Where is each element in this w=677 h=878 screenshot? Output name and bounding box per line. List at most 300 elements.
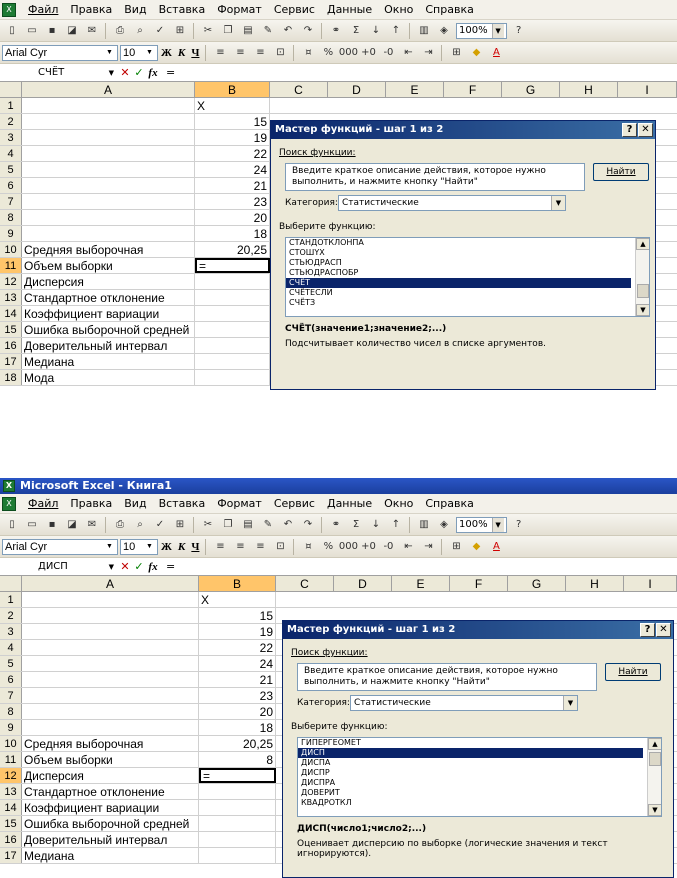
italic-icon[interactable]: К [177,46,186,59]
excel-doc-icon[interactable]: X [2,497,16,511]
cell-a[interactable]: Дисперсия [22,768,199,783]
list-item[interactable]: КВАДРОТКЛ [301,798,352,807]
row-header[interactable]: 3 [0,624,22,639]
undo-icon[interactable]: ↶ [283,25,293,36]
cell-a[interactable] [22,226,195,241]
column-header[interactable]: F [444,82,502,97]
row-header[interactable]: 14 [0,800,22,815]
menu-window[interactable]: Окно [384,497,414,510]
active-cell[interactable]: = [195,258,270,273]
cell-b[interactable]: 21 [199,672,276,687]
cell-b[interactable] [195,306,270,321]
column-header[interactable]: H [560,82,618,97]
new-icon[interactable]: ▯ [9,25,15,36]
cancel-icon[interactable]: ✕ [120,66,130,79]
cell-b[interactable]: 20 [195,210,270,225]
cell-a[interactable]: Средняя выборочная [22,736,199,751]
format-painter-icon[interactable]: ✎ [263,25,273,36]
column-header[interactable]: A [22,576,199,591]
chevron-down-icon[interactable]: ▼ [108,562,114,571]
row-header[interactable]: 4 [0,640,22,655]
cell-a[interactable] [22,146,195,161]
bold-icon[interactable]: Ж [161,46,172,59]
align-center-icon[interactable]: ≡ [236,47,245,58]
scroll-thumb[interactable] [649,752,661,766]
autosum-icon[interactable]: Σ [352,519,360,530]
menu-data[interactable]: Данные [326,3,373,16]
cell-b[interactable] [199,784,276,799]
increase-decimal-icon[interactable]: +0 [361,47,376,58]
chevron-down-icon[interactable]: ▼ [551,196,565,210]
search-input[interactable] [285,163,585,191]
scroll-up-icon[interactable]: ▲ [648,738,662,750]
sort-asc-icon[interactable]: ↓ [371,25,381,36]
cell-b[interactable]: 20 [199,704,276,719]
hyperlink-icon[interactable]: ⚭ [331,25,341,36]
close-icon[interactable]: ✕ [656,623,671,637]
column-header[interactable]: E [392,576,450,591]
row-header[interactable]: 12 [0,274,22,289]
list-item[interactable]: СТАНДОТКЛОНПА [289,238,364,247]
open-icon[interactable]: ▭ [27,25,37,36]
row-header[interactable]: 5 [0,656,22,671]
cell-b[interactable]: 21 [195,178,270,193]
row-header[interactable]: 1 [0,592,22,607]
menu-format[interactable]: Формат [217,3,262,16]
select-all-corner[interactable] [0,576,22,591]
save-icon[interactable]: ▪ [48,25,56,36]
scroll-thumb[interactable] [637,284,649,298]
list-item[interactable]: ДИСПРА [301,778,336,787]
cell-a[interactable]: Доверительный интервал [22,832,199,847]
cell-b[interactable] [195,290,270,305]
column-header[interactable]: H [566,576,624,591]
cell-a[interactable]: Доверительный интервал [22,338,195,353]
font-color-icon[interactable]: A [493,47,500,58]
cell-b[interactable]: 19 [195,130,270,145]
permission-icon[interactable]: ◪ [67,25,77,36]
toolbar-separator [441,45,443,61]
bold-icon[interactable]: Ж [161,540,172,553]
column-header[interactable]: I [624,576,677,591]
close-icon[interactable]: ✕ [638,123,653,137]
cell-a[interactable] [22,592,199,607]
list-item[interactable]: СТЬЮДРАСПОБР [289,268,359,277]
print-preview-icon[interactable]: ⌕ [137,519,143,530]
cell-b[interactable]: 24 [195,162,270,177]
column-header[interactable]: G [508,576,566,591]
menu-help[interactable]: Справка [425,3,474,16]
cell-b[interactable] [199,832,276,847]
cell-a[interactable] [22,162,195,177]
row-header[interactable]: 18 [0,370,22,385]
chevron-down-icon[interactable]: ▼ [146,48,153,56]
paste-icon[interactable]: ▤ [243,519,253,530]
list-item[interactable]: СЧЁТЕСЛИ [289,288,333,297]
thousands-icon[interactable]: 000 [338,47,358,58]
align-right-icon[interactable]: ≡ [256,47,265,58]
row-header[interactable]: 17 [0,848,22,863]
underline-icon[interactable]: Ч [191,46,200,59]
column-header[interactable]: A [22,82,195,97]
list-item[interactable]: ДИСПА [301,758,331,767]
cell-b[interactable] [199,848,276,863]
cell-a[interactable] [22,98,195,113]
row-header[interactable]: 12 [0,768,22,783]
email-icon[interactable]: ✉ [87,519,97,530]
permission-icon[interactable]: ◪ [67,519,77,530]
cell-a[interactable]: Объем выборки [22,752,199,767]
cell-b[interactable]: 15 [199,608,276,623]
row-header[interactable]: 8 [0,210,22,225]
cell-b[interactable] [199,800,276,815]
redo-icon[interactable]: ↷ [303,25,313,36]
currency-icon[interactable]: ¤ [305,541,312,552]
select-all-corner[interactable] [0,82,22,97]
font-size-combo[interactable] [120,539,158,555]
sort-desc-icon[interactable]: ↑ [391,25,401,36]
row-header[interactable]: 2 [0,608,22,623]
cell-b[interactable]: 24 [199,656,276,671]
row-header[interactable]: 13 [0,784,22,799]
menu-edit[interactable]: Правка [70,497,113,510]
row-header[interactable]: 1 [0,98,22,113]
cell-b[interactable]: 18 [195,226,270,241]
help-icon[interactable]: ? [640,623,655,637]
cell-a[interactable] [22,178,195,193]
menu-window[interactable]: Окно [384,3,414,16]
cell-b[interactable]: 15 [195,114,270,129]
font-name-combo[interactable] [2,45,118,61]
cell-b[interactable]: 20,25 [199,736,276,751]
row-header[interactable]: 15 [0,816,22,831]
menu-file[interactable]: Файл [28,497,59,510]
zoom-combo[interactable] [456,23,507,39]
menu-view[interactable]: Вид [124,3,147,16]
cell-a[interactable]: Коэффициент вариации [22,306,195,321]
cell-a[interactable] [22,608,199,623]
row-header[interactable]: 15 [0,322,22,337]
cell-a[interactable] [22,114,195,129]
spelling-icon[interactable]: ✓ [155,25,165,36]
merge-center-icon[interactable]: ⊡ [276,541,285,552]
cancel-icon[interactable]: ✕ [120,560,130,573]
increase-indent-icon[interactable]: ⇥ [424,541,433,552]
excel-app-icon: X [3,480,15,492]
percent-icon[interactable]: % [323,47,334,58]
chevron-down-icon[interactable]: ▼ [563,696,577,710]
cell-a[interactable]: Ошибка выборочной средней [22,816,199,831]
copy-icon[interactable]: ❐ [223,25,233,36]
menu-help[interactable]: Справка [425,497,474,510]
menu-edit[interactable]: Правка [70,3,113,16]
cell-b[interactable] [195,354,270,369]
row-header[interactable]: 13 [0,290,22,305]
column-header[interactable]: I [618,82,677,97]
row-header[interactable]: 10 [0,736,22,751]
chevron-down-icon[interactable]: ▼ [106,542,113,550]
menu-insert[interactable]: Вставка [158,3,206,16]
autosum-icon[interactable]: Σ [352,25,360,36]
cell-a[interactable] [22,194,195,209]
row-header[interactable]: 16 [0,338,22,353]
cell-a[interactable] [22,640,199,655]
cell-a[interactable]: Стандартное отклонение [22,290,195,305]
formula-content[interactable]: = [166,66,176,79]
cell-b[interactable] [195,338,270,353]
cell-b[interactable]: 23 [199,688,276,703]
borders-icon[interactable]: ⊞ [452,541,461,552]
scroll-down-icon[interactable]: ▼ [648,804,662,816]
search-label: Поиск функции: [279,148,356,158]
toolbar-separator [205,539,207,555]
column-header[interactable]: G [502,82,560,97]
scroll-up-icon[interactable]: ▲ [636,238,650,250]
percent-icon[interactable]: % [323,541,334,552]
open-icon[interactable]: ▭ [27,519,37,530]
toolbar-separator [205,45,207,61]
column-header[interactable]: B [195,82,270,97]
decrease-decimal-icon[interactable]: -0 [383,47,394,58]
cell-b[interactable]: X [199,592,276,607]
chevron-down-icon[interactable]: ▼ [106,48,113,56]
column-header[interactable]: D [334,576,392,591]
row-header[interactable]: 9 [0,720,22,735]
menu-view[interactable]: Вид [124,497,147,510]
category-label: Категория: [285,198,338,208]
row-header[interactable]: 11 [0,752,22,767]
format-painter-icon[interactable]: ✎ [263,519,273,530]
excel-doc-icon[interactable]: X [2,3,16,17]
help-icon[interactable]: ? [515,519,522,530]
insert-function-icon[interactable]: fx [148,560,158,573]
print-icon[interactable]: ⎙ [116,519,124,530]
row-header[interactable]: 6 [0,178,22,193]
sort-desc-icon[interactable]: ↑ [391,519,401,530]
find-button[interactable]: Найти [593,163,649,181]
cell-b[interactable] [195,322,270,337]
function-wizard-dialog [270,120,656,390]
help-icon[interactable]: ? [622,123,637,137]
list-item[interactable]: ДОВЕРИТ [301,788,340,797]
toolbar-separator [321,517,323,533]
row-header[interactable]: 7 [0,688,22,703]
menu-insert[interactable]: Вставка [158,497,206,510]
name-box[interactable] [0,65,118,81]
cell-a[interactable]: Медиана [22,848,199,863]
drawing-icon[interactable]: ◈ [440,519,448,530]
list-scrollbar[interactable] [647,738,661,816]
chevron-down-icon[interactable]: ▼ [492,24,504,38]
toolbar-separator [105,23,107,39]
row-header[interactable]: 2 [0,114,22,129]
column-headers [0,576,677,592]
cell-a[interactable] [22,688,199,703]
formula-content[interactable]: = [166,560,176,573]
drawing-icon[interactable]: ◈ [440,25,448,36]
list-item-selected[interactable]: ДИСП [298,748,643,758]
chevron-down-icon[interactable]: ▼ [492,518,504,532]
increase-decimal-icon[interactable]: +0 [361,541,376,552]
cell-a[interactable] [22,210,195,225]
cell-a[interactable]: Ошибка выборочной средней [22,322,195,337]
cell-a[interactable] [22,624,199,639]
cell-a[interactable]: Объем выборки [22,258,195,273]
cell-b[interactable]: 8 [199,752,276,767]
search-input[interactable] [297,663,597,691]
category-select[interactable] [338,195,566,211]
new-icon[interactable]: ▯ [9,519,15,530]
row-header[interactable]: 8 [0,704,22,719]
menu-file[interactable]: Файл [28,3,59,16]
cell-b[interactable] [199,816,276,831]
menu-format[interactable]: Формат [217,497,262,510]
redo-icon[interactable]: ↷ [303,519,313,530]
cell-b[interactable] [195,274,270,289]
dialog-title: Мастер функций - шаг 1 из 2 [287,624,456,635]
active-cell[interactable]: = [199,768,276,783]
function-list[interactable] [285,237,650,317]
cell-a[interactable]: Стандартное отклонение [22,784,199,799]
list-item[interactable]: ГИПЕРГЕОМЕТ [301,738,361,747]
menu-tools[interactable]: Сервис [273,497,315,510]
menu-data[interactable]: Данные [326,497,373,510]
enter-icon[interactable]: ✓ [134,560,144,573]
row-header[interactable]: 7 [0,194,22,209]
research-icon[interactable]: ⊞ [175,519,185,530]
cell-b[interactable]: 22 [195,146,270,161]
font-size-combo[interactable] [120,45,158,61]
list-item-selected[interactable]: СЧЁТ [286,278,631,288]
cell-a[interactable]: Коэффициент вариации [22,800,199,815]
toolbar-separator [105,517,107,533]
chevron-down-icon[interactable]: ▼ [146,542,153,550]
zoom-combo[interactable] [456,517,507,533]
cut-icon[interactable]: ✂ [203,25,213,36]
menu-tools[interactable]: Сервис [273,3,315,16]
list-item[interactable]: СТЬЮДРАСП [289,258,342,267]
italic-icon[interactable]: К [177,540,186,553]
toolbar-separator [409,23,411,39]
cell-a[interactable]: Мода [22,370,195,385]
decrease-indent-icon[interactable]: ⇤ [404,47,413,58]
fill-color-icon[interactable]: ◆ [472,47,481,58]
row-header[interactable]: 17 [0,354,22,369]
toolbar-separator [193,23,195,39]
screenshot-2 [0,478,677,878]
sort-asc-icon[interactable]: ↓ [371,519,381,530]
chart-wizard-icon[interactable]: ▥ [419,25,429,36]
copy-icon[interactable]: ❐ [223,519,233,530]
function-list[interactable] [297,737,662,817]
row-header[interactable]: 10 [0,242,22,257]
paste-icon[interactable]: ▤ [243,25,253,36]
row-header[interactable]: 5 [0,162,22,177]
cell-a[interactable] [22,704,199,719]
row-header[interactable]: 14 [0,306,22,321]
row-header[interactable]: 3 [0,130,22,145]
column-header[interactable]: B [199,576,276,591]
row-header[interactable]: 11 [0,258,22,273]
align-left-icon[interactable]: ≡ [216,541,225,552]
font-color-icon[interactable]: A [493,541,500,552]
chart-wizard-icon[interactable]: ▥ [419,519,429,530]
currency-icon[interactable]: ¤ [305,47,312,58]
chevron-down-icon[interactable]: ▼ [108,68,114,77]
column-headers [0,82,677,98]
column-header[interactable]: E [386,82,444,97]
cell-b[interactable]: 18 [199,720,276,735]
cell-a[interactable]: Медиана [22,354,195,369]
email-icon[interactable]: ✉ [87,25,97,36]
research-icon[interactable]: ⊞ [175,25,185,36]
save-icon[interactable]: ▪ [48,519,56,530]
insert-function-icon[interactable]: fx [148,66,158,79]
decrease-indent-icon[interactable]: ⇤ [404,541,413,552]
list-item[interactable]: СЧЁТЗ [289,298,316,307]
find-button[interactable]: Найти [605,663,661,681]
row-header[interactable]: 9 [0,226,22,241]
borders-icon[interactable]: ⊞ [452,47,461,58]
cell-a[interactable] [22,720,199,735]
column-header[interactable]: C [270,82,328,97]
category-select[interactable] [350,695,578,711]
cell-a[interactable] [22,130,195,145]
align-center-icon[interactable]: ≡ [236,541,245,552]
list-item[interactable]: СТОШYX [289,248,325,257]
row-header[interactable]: 16 [0,832,22,847]
help-icon[interactable]: ? [515,25,522,36]
list-scrollbar[interactable] [635,238,649,316]
align-right-icon[interactable]: ≡ [256,541,265,552]
name-box[interactable] [0,559,118,575]
cell-b[interactable]: 19 [199,624,276,639]
align-left-icon[interactable]: ≡ [216,47,225,58]
cell-a[interactable] [22,656,199,671]
decrease-decimal-icon[interactable]: -0 [383,541,394,552]
undo-icon[interactable]: ↶ [283,519,293,530]
hyperlink-icon[interactable]: ⚭ [331,519,341,530]
enter-icon[interactable]: ✓ [134,66,144,79]
cell-a[interactable]: Дисперсия [22,274,195,289]
cell-b[interactable]: X [195,98,270,113]
cell-a[interactable] [22,672,199,687]
font-name-combo[interactable] [2,539,118,555]
fill-color-icon[interactable]: ◆ [472,541,481,552]
print-icon[interactable]: ⎙ [116,25,124,36]
scroll-down-icon[interactable]: ▼ [636,304,650,316]
cell-b[interactable]: 20,25 [195,242,270,257]
cell-a[interactable]: Средняя выборочная [22,242,195,257]
cell-b[interactable] [195,370,270,385]
column-header[interactable]: F [450,576,508,591]
thousands-icon[interactable]: 000 [338,541,358,552]
column-header[interactable]: D [328,82,386,97]
cell-b[interactable]: 22 [199,640,276,655]
row-header[interactable]: 4 [0,146,22,161]
row-header[interactable]: 6 [0,672,22,687]
increase-indent-icon[interactable]: ⇥ [424,47,433,58]
cut-icon[interactable]: ✂ [203,519,213,530]
column-header[interactable]: C [276,576,334,591]
table-row [0,592,677,608]
print-preview-icon[interactable]: ⌕ [137,25,143,36]
merge-center-icon[interactable]: ⊡ [276,47,285,58]
cell-b[interactable]: 23 [195,194,270,209]
list-item[interactable]: ДИСПР [301,768,330,777]
spelling-icon[interactable]: ✓ [155,519,165,530]
underline-icon[interactable]: Ч [191,540,200,553]
